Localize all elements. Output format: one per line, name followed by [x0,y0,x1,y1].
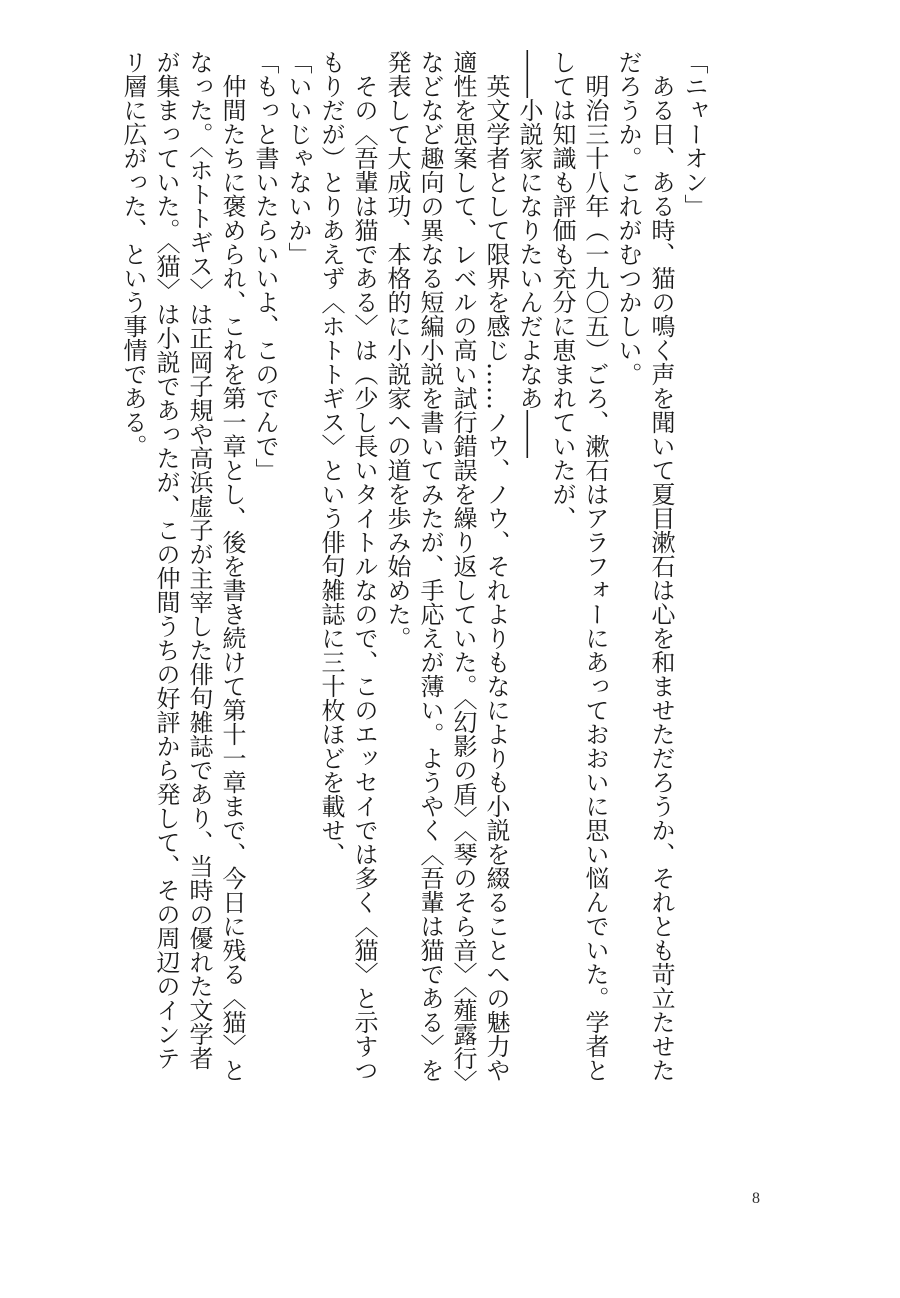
text-line: 明治三十八年（一九〇五）ごろ、漱石はアラフォーにあっておおいに思い悩んでいた。学者と [581,50,609,1082]
text-line: しては知識も評価も充分に恵まれていたが、 [548,50,576,530]
text-line: 適性を思案して、レベルの高い試行錯誤を繰り返していた。〈幻影の盾〉〈琴のそら音〉〈薤露行〉 [449,50,477,1094]
text-line: なった。〈ホトトギス〉は正岡子規や高浜虚子が主宰した俳句雑誌であり、当時の優れた文学者 [185,50,213,1070]
text-line: その〈吾輩は猫である〉は（少し長いタイトルなので、このエッセイでは多く〈猫〉と示すつ [350,50,378,1082]
text-line: 「ニャーオン」 [680,50,708,218]
vertical-text-body [116,50,710,1100]
page-number: 8 [752,1190,760,1207]
text-line: リ層に広がった、という事情である。 [119,50,147,458]
text-line: 「もっと書いたらいいよ、このでんで」 [251,50,279,482]
text-line: ある日、ある時、猫の鳴く声を聞いて夏目漱石は心を和ませただろうか、それとも苛立たせた [647,50,675,1082]
text-line: だろうか。これがむつかしい。 [614,50,642,386]
text-line: もりだが）とりあえず〈ホトトギス〉という俳句雑誌に三十枚ほどを載せ、 [317,50,345,866]
text-line: ――小説家になりたいんだよなあ―― [515,50,543,458]
text-line: 英文学者として限界を感じ……ノウ、ノウ、それよりもなによりも小説を綴ることへの魅力や [482,50,510,1082]
text-line: 発表して大成功、本格的に小説家への道を歩み始めた。 [383,50,411,650]
text-line: 仲間たちに褒められ、これを第一章とし、後を書き続けて第十一章まで、今日に残る〈猫〉と [218,50,246,1082]
text-line: などなど趣向の異なる短編小説を書いてみたが、手応えが薄い。ようやく〈吾輩は猫である〉を [416,50,444,1082]
text-line: 「いいじゃないか」 [284,50,312,266]
text-line: が集まっていた。〈猫〉は小説であったが、この仲間うちの好評から発して、その周辺のインテ [152,50,180,1070]
